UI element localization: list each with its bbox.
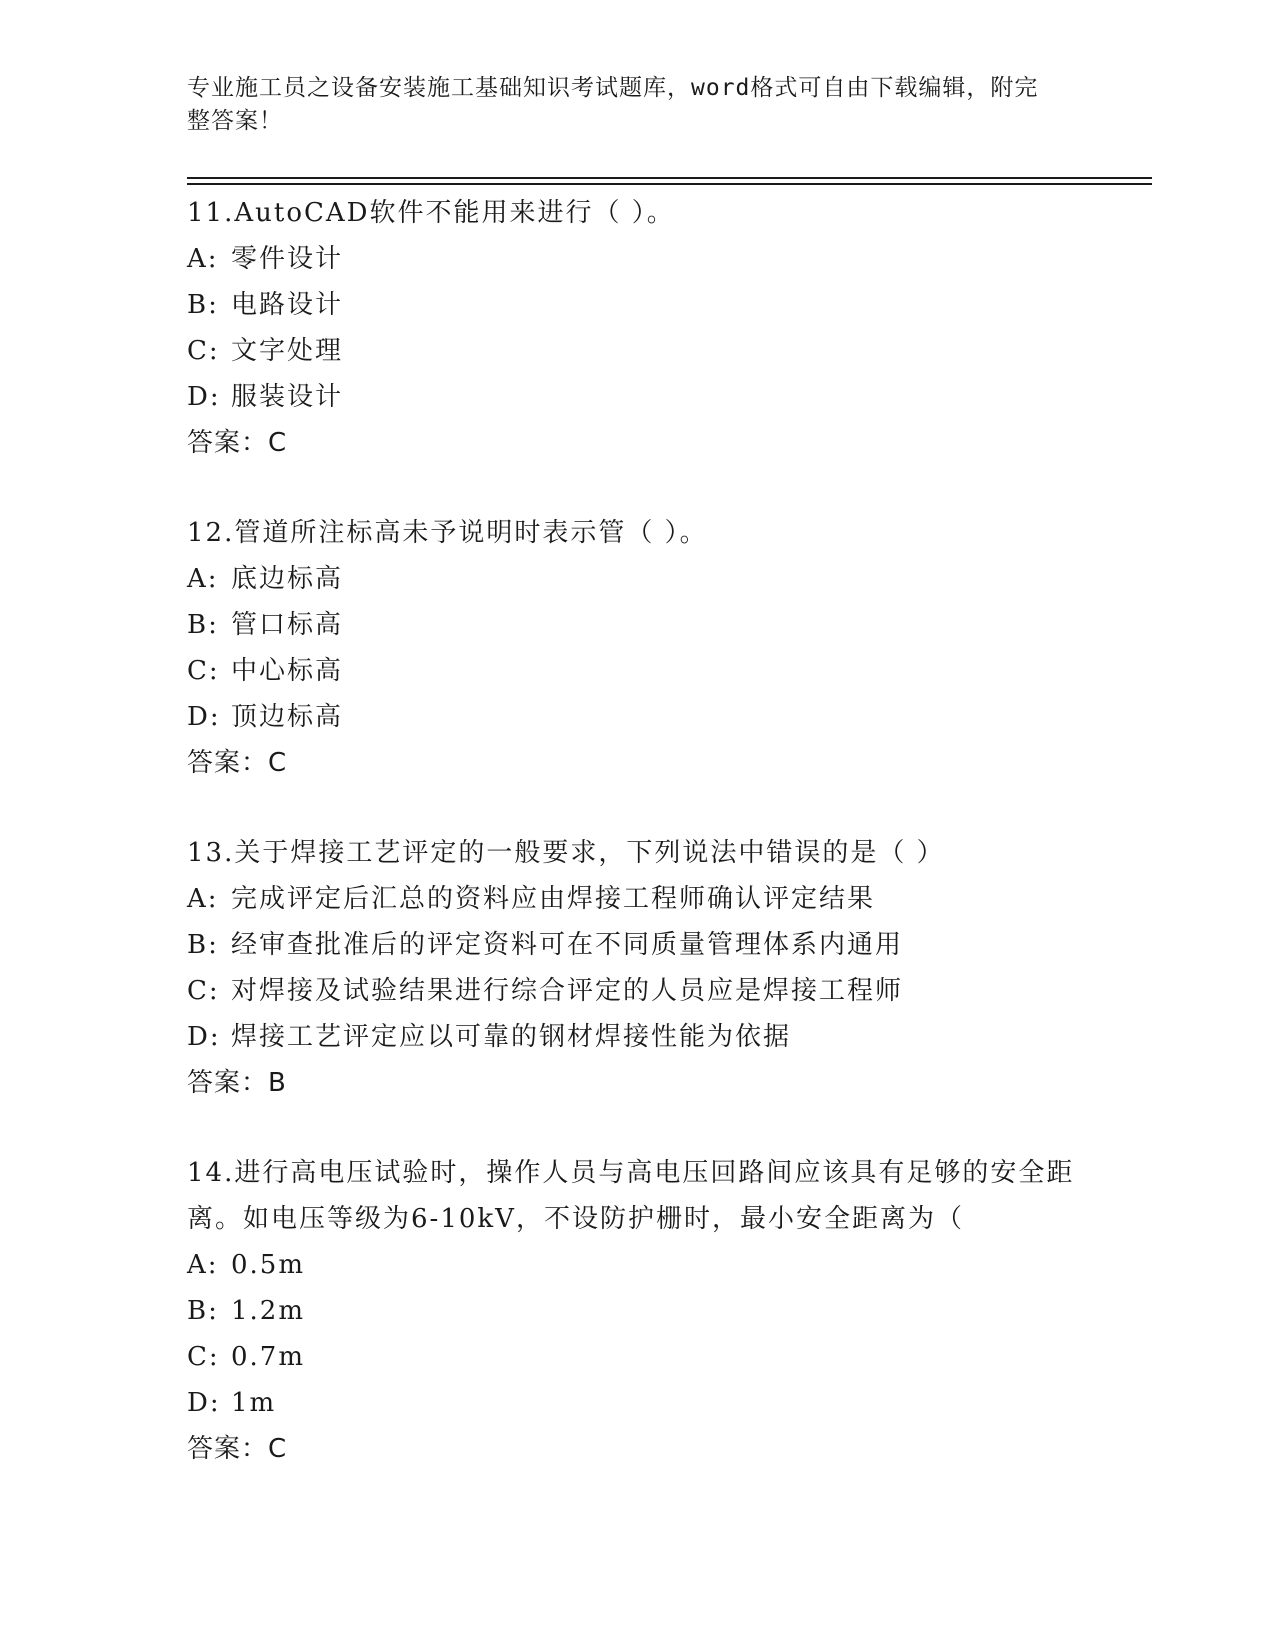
option-text: 1m bbox=[231, 1388, 277, 1418]
option-text: 1.2m bbox=[231, 1296, 306, 1326]
header-line-1: 专业施工员之设备安装施工基础知识考试题库，word格式可自由下载编辑，附完 bbox=[187, 75, 1039, 101]
option-text: 顶边标高 bbox=[231, 702, 344, 732]
option-a bbox=[187, 556, 1087, 602]
option-c bbox=[187, 328, 1087, 374]
option-letter: A: bbox=[187, 564, 219, 594]
option-b bbox=[187, 1288, 1087, 1334]
option-text: 服装设计 bbox=[231, 382, 344, 412]
question-stem: 11.AutoCAD软件不能用来进行（ ）。 bbox=[187, 198, 675, 228]
answer-line: 答案：C bbox=[187, 428, 288, 458]
option-b bbox=[187, 922, 1087, 968]
option-c bbox=[187, 1334, 1087, 1380]
question-14 bbox=[187, 1150, 1087, 1472]
option-letter: B: bbox=[187, 930, 219, 960]
option-letter: B: bbox=[187, 1296, 219, 1326]
option-a bbox=[187, 1242, 1087, 1288]
option-letter: B: bbox=[187, 290, 219, 320]
option-letter: D: bbox=[187, 1388, 221, 1418]
option-letter: D: bbox=[187, 382, 221, 412]
option-d bbox=[187, 374, 1087, 420]
option-b bbox=[187, 282, 1087, 328]
option-letter: A: bbox=[187, 1250, 219, 1280]
question-12 bbox=[187, 510, 1087, 786]
header-line-2: 整答案！ bbox=[187, 108, 283, 134]
header-divider-bottom bbox=[187, 183, 1152, 185]
option-letter: C: bbox=[187, 1342, 220, 1372]
option-c bbox=[187, 968, 1087, 1014]
option-d bbox=[187, 694, 1087, 740]
answer-line: 答案：C bbox=[187, 748, 288, 778]
question-stem: 12.管道所注标高未予说明时表示管（ ）。 bbox=[187, 518, 708, 548]
option-text: 完成评定后汇总的资料应由焊接工程师确认评定结果 bbox=[231, 884, 876, 914]
option-letter: C: bbox=[187, 976, 220, 1006]
header-divider-top bbox=[187, 177, 1152, 179]
answer-line: 答案：C bbox=[187, 1434, 288, 1464]
option-a bbox=[187, 876, 1087, 922]
option-letter: D: bbox=[187, 1022, 221, 1052]
option-letter: C: bbox=[187, 336, 220, 366]
option-text: 零件设计 bbox=[231, 244, 344, 274]
option-letter: A: bbox=[187, 884, 219, 914]
option-text: 焊接工艺评定应以可靠的钢材焊接性能为依据 bbox=[231, 1022, 792, 1052]
option-a bbox=[187, 236, 1087, 282]
option-letter: A: bbox=[187, 244, 219, 274]
answer-line: 答案：B bbox=[187, 1068, 287, 1098]
question-11 bbox=[187, 190, 1087, 466]
option-letter: D: bbox=[187, 702, 221, 732]
option-b bbox=[187, 602, 1087, 648]
question-13 bbox=[187, 830, 1087, 1106]
option-text: 电路设计 bbox=[231, 290, 344, 320]
question-stem: 13.关于焊接工艺评定的一般要求，下列说法中错误的是（ ） bbox=[187, 838, 945, 868]
option-text: 文字处理 bbox=[231, 336, 344, 366]
option-letter: C: bbox=[187, 656, 220, 686]
option-d bbox=[187, 1014, 1087, 1060]
option-text: 管口标高 bbox=[231, 610, 344, 640]
document-header bbox=[187, 72, 1067, 138]
question-stem: 14.进行高电压试验时，操作人员与高电压回路间应该具有足够的安全距离。如电压等级为6-10kV，不设防护栅时，最小安全距离为（ bbox=[187, 1158, 1075, 1234]
option-text: 底边标高 bbox=[231, 564, 344, 594]
option-text: 中心标高 bbox=[231, 656, 344, 686]
option-d bbox=[187, 1380, 1087, 1426]
option-letter: B: bbox=[187, 610, 219, 640]
question-list bbox=[187, 190, 1087, 1516]
option-text: 经审查批准后的评定资料可在不同质量管理体系内通用 bbox=[231, 930, 904, 960]
option-text: 0.7m bbox=[231, 1342, 306, 1372]
option-text: 对焊接及试验结果进行综合评定的人员应是焊接工程师 bbox=[231, 976, 904, 1006]
option-text: 0.5m bbox=[231, 1250, 306, 1280]
option-c bbox=[187, 648, 1087, 694]
